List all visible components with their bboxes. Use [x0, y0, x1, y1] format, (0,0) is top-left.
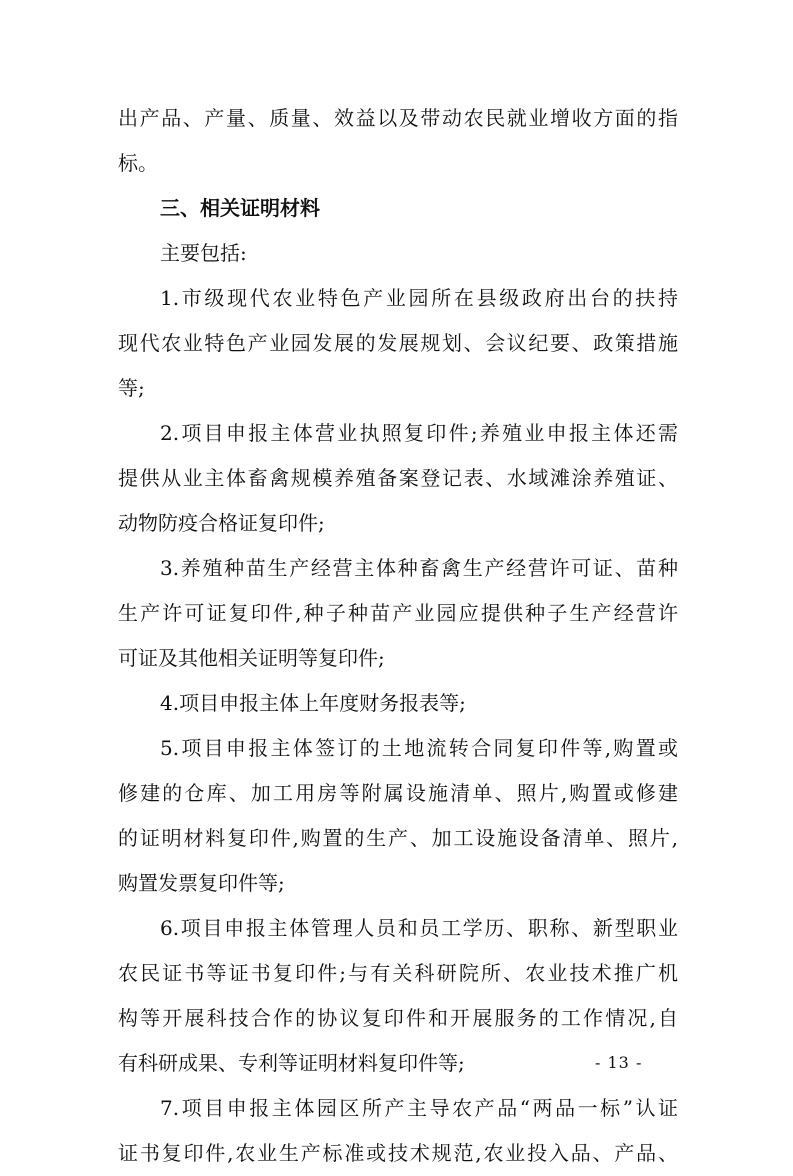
text-line: 7.项目申报主体园区所产主导农产品“两品一标”认证	[160, 1096, 678, 1120]
text-line: 5.项目申报主体签订的土地流转合同复印件等,购置或	[160, 736, 678, 760]
text-line: 有科研成果、专利等证明材料复印件等;	[118, 1051, 465, 1075]
text-line: 的证明材料复印件,购置的生产、加工设施设备清单、照片,	[118, 826, 678, 850]
text-line: 2.项目申报主体营业执照复印件;养殖业申报主体还需	[160, 421, 678, 445]
text-line: 3.养殖种苗生产经营主体种畜禽生产经营许可证、苗种	[160, 556, 678, 580]
document-body	[118, 96, 678, 1176]
text-line: 等;	[118, 376, 145, 400]
text-line: 4.项目申报主体上年度财务报表等;	[160, 691, 466, 715]
text-line: 购置发票复印件等;	[118, 871, 285, 895]
text-line: 6.项目申报主体管理人员和员工学历、职称、新型职业	[160, 916, 678, 940]
text-line: 出产品、产量、质量、效益以及带动农民就业增收方面的指	[118, 106, 678, 130]
text-line: 动物防疫合格证复印件;	[118, 511, 325, 535]
text-line: 可证及其他相关证明等复印件;	[118, 646, 385, 670]
text-line: 提供从业主体畜禽规模养殖备案登记表、水域滩涂养殖证、	[118, 466, 678, 490]
text-line: 修建的仓库、加工用房等附属设施清单、照片,购置或修建	[118, 781, 678, 805]
text-line: 主要包括:	[160, 241, 247, 265]
text-line: 农民证书等证书复印件;与有关科研院所、农业技术推广机	[118, 961, 678, 985]
text-line: 证书复印件,农业生产标准或技术规范,农业投入品、产品、	[118, 1141, 678, 1165]
page-number: - 13 -	[595, 1053, 643, 1072]
section-heading: 三、相关证明材料	[160, 196, 320, 220]
text-line: 构等开展科技合作的协议复印件和开展服务的工作情况,自	[118, 1006, 678, 1030]
text-line: 生产许可证复印件,种子种苗产业园应提供种子生产经营许	[118, 601, 678, 625]
text-line: 现代农业特色产业园发展的发展规划、会议纪要、政策措施	[118, 331, 678, 355]
text-line: 1.市级现代农业特色产业园所在县级政府出台的扶持	[160, 286, 678, 310]
text-line: 标。	[118, 151, 158, 175]
